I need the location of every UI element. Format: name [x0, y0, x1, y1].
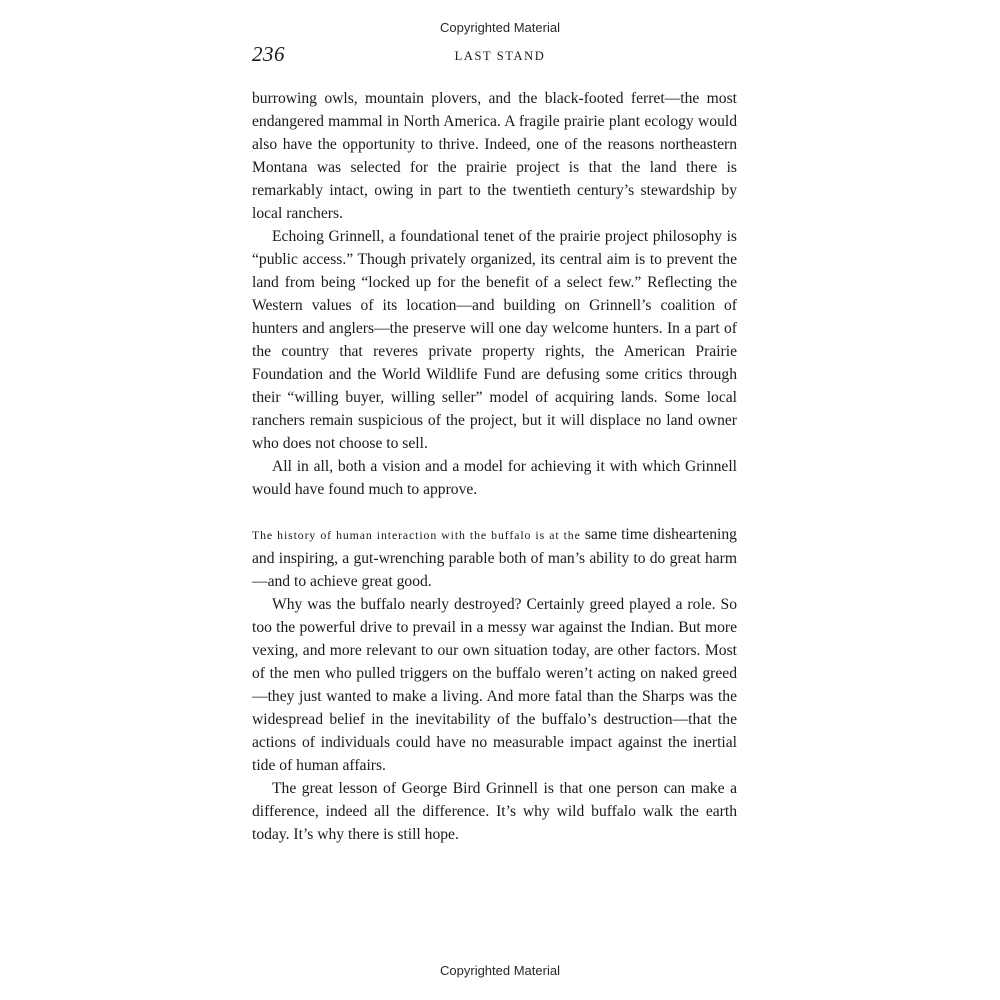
paragraph: All in all, both a vision and a model for achieving it with which Grinnell would have found much to approve. [252, 458, 737, 498]
paragraph-continuation: same time disheartening and inspiring, a gut-wrenching parable both of man’s ability to do great harm—and to achieve great good. [252, 526, 737, 590]
section-opening-paragraph [252, 523, 737, 593]
running-head: LAST STAND [454, 49, 546, 63]
copyright-watermark-bottom: Copyrighted Material [440, 963, 560, 978]
paragraph: Why was the buffalo nearly destroyed? Certainly greed played a role. So too the powerful drive to prevail in a messy war against the Indian. But more vexing, and more relevant to our own situation today, are other factors. Most of the men who pulled triggers on the buffalo weren’t acting on naked greed—they just wanted to make a living. And more fatal than the Sharps was the widespread belief in the inevitability of the buffalo’s destruction—that the actions of individuals could have no measurable impact against the inertial tide of human affairs. [252, 596, 737, 774]
copyright-watermark-top: Copyrighted Material [440, 20, 560, 35]
body-text [252, 87, 737, 846]
page-number: 236 [252, 42, 285, 66]
paragraph: burrowing owls, mountain plovers, and the black-footed ferret—the most endangered mammal in North America. A fragile prairie plant ecology would also have the opportunity to thrive. Indeed, one of the reasons northeastern Montana was selected for the prairie project is that the land there is remarkably intact, owing in part to the twentieth century’s stewardship by local ranchers. [252, 90, 737, 222]
paragraph: Echoing Grinnell, a foundational tenet of the prairie project philosophy is “public access.” Though privately organized, its central aim is to prevent the land from being “locked up for the benefit of a select few.” Reflecting the Western values of its location—and building on Grinnell’s coalition of hunters and anglers—the preserve will one day welcome hunters. In a part of the country that reveres private property rights, the American Prairie Foundation and the World Wildlife Fund are defusing some critics through their “willing buyer, willing seller” model of acquiring lands. Some local ranchers remain suspicious of the project, but it will displace no land owner who does not choose to sell. [252, 228, 737, 452]
small-caps-lead-in: The history of human interaction with the buffalo is at the [252, 528, 581, 542]
paragraph: The great lesson of George Bird Grinnell is that one person can make a difference, indeed all the difference. It’s why wild buffalo walk the earth today. It’s why there is still hope. [252, 780, 737, 843]
